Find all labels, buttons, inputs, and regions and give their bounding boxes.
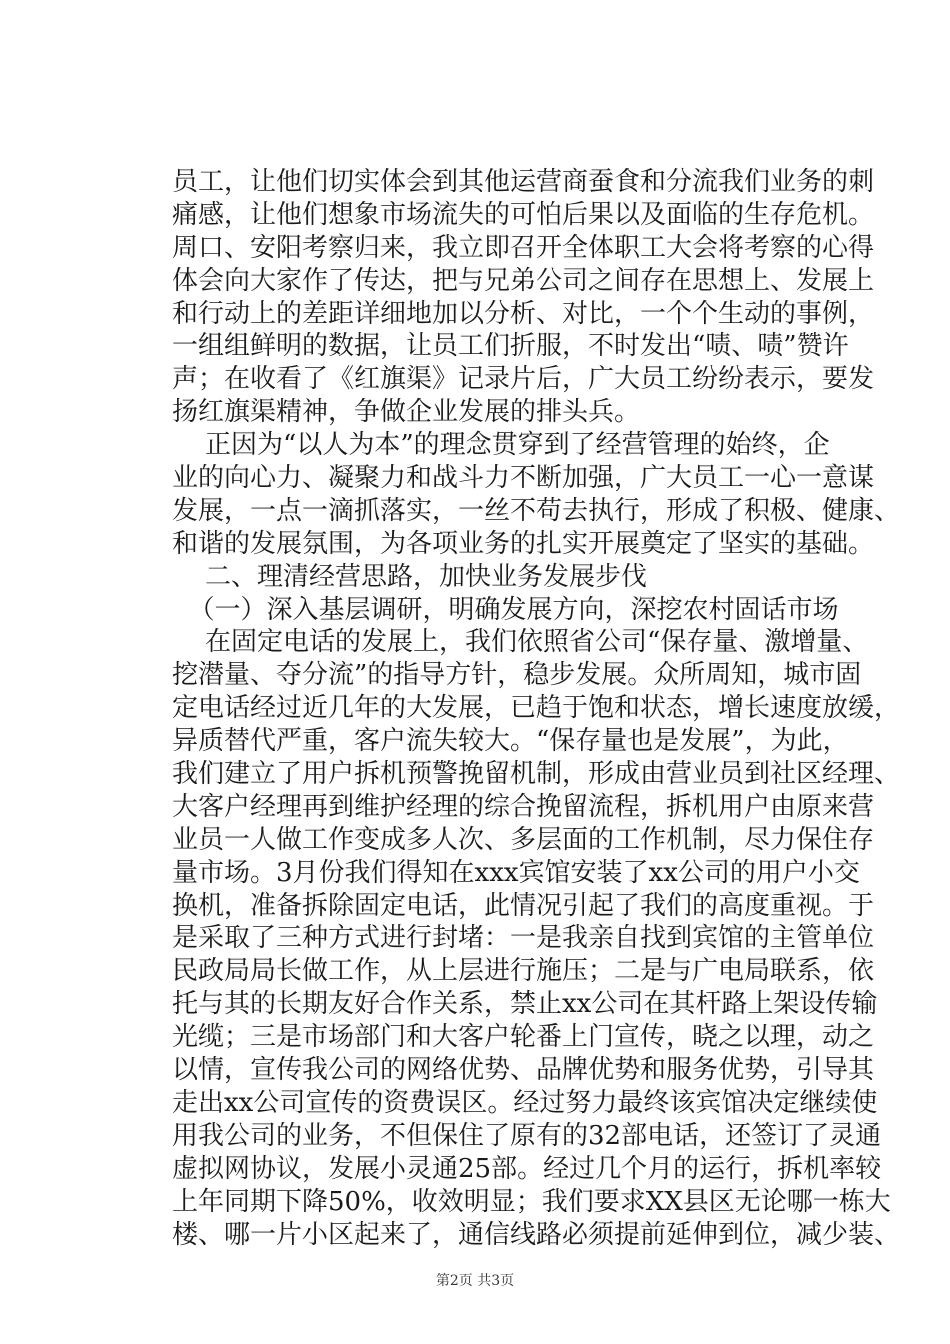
text-line: 体会向大家作了传达，把与兄弟公司之间存在思想上、发展上 [172,265,875,296]
page-footer: 第2页 共3页 [435,1273,515,1289]
text-line: 一组组鲜明的数据，让员工们折服，不时发出“啧、啧”赞许 [172,331,849,362]
text-line: 我们建立了用户拆机预警挽留机制，形成由营业员到社区经理、 [172,759,901,790]
text-line: 是采取了三种方式进行封堵：一是我亲自找到宾馆的主管单位 [172,923,875,954]
text-line: 在固定电话的发展上，我们依照省公司“保存量、激增量、 [172,627,869,658]
text-line: 光缆；三是市场部门和大客户轮番上门宣传，晓之以理，动之 [172,1022,875,1053]
text-line: 业员一人做工作变成多人次、多层面的工作机制，尽力保住存 [172,824,875,855]
text-line: 走出xx公司宣传的资费误区。经过努力最终该宾馆决定继续使 [172,1087,878,1118]
text-line: 扬红旗渠精神，争做企业发展的排头兵。 [172,397,641,428]
text-line: 大客户经理再到维护经理的综合挽留流程，拆机用户由原来营 [172,791,875,822]
text-line: 托与其的长期友好合作关系，禁止xx公司在其杆路上架设传输 [172,989,878,1020]
text-line: 发展，一点一滴抓落实，一丝不苟去执行，形成了积极、健康、 [172,495,901,526]
text-line: 用我公司的业务，不但保住了原有的32部电话，还签订了灵通 [172,1120,882,1151]
text-line: 和行动上的差距详细地加以分析、对比，一个个生动的事例， [172,298,875,329]
text-line: 异质替代严重，客户流失较大。“保存量也是发展”，为此， [172,726,849,757]
text-line: 定电话经过近几年的大发展，已趋于饱和状态，增长速度放缓， [172,693,901,724]
body-text [172,166,901,1251]
text-line: 周口、安阳考察归来，我立即召开全体职工大会将考察的心得 [172,232,875,263]
text-line: 痛感，让他们想象市场流失的可怕后果以及面临的生存危机。 [172,199,875,230]
text-line: 二、理清经营思路，加快业务发展步伐 [172,561,648,592]
text-line: 虚拟网协议，发展小灵通25部。经过几个月的运行，拆机率较 [172,1153,882,1184]
text-line: 正因为“以人为本”的理念贯穿到了经营管理的始终，企 [172,430,830,461]
text-line: 以情，宣传我公司的网络优势、品牌优势和服务优势，引导其 [172,1055,875,1086]
text-line: 换机，准备拆除固定电话，此情况引起了我们的高度重视。于 [172,890,875,921]
text-line: 量市场。3月份我们得知在xxx宾馆安装了xx公司的用户小交 [172,857,860,888]
text-line: 声；在收看了《红旗渠》记录片后，广大员工纷纷表示，要发 [172,364,875,395]
text-line: 民政局局长做工作，从上层进行施压；二是与广电局联系，依 [172,956,875,987]
text-line: 业的向心力、凝聚力和战斗力不断加强，广大员工一心一意谋 [172,463,875,494]
text-line: 楼、哪一片小区起来了，通信线路必须提前延伸到位，减少装、 [172,1219,901,1250]
text-line: （一）深入基层调研，明确发展方向，深挖农村固话市场 [172,594,839,625]
text-line: 上年同期下降50%，收效明显；我们要求XX县区无论哪一栋大 [172,1186,891,1217]
text-line: 挖潜量、夺分流”的指导方针，稳步发展。众所周知，城市固 [172,660,862,691]
text-line: 和谐的发展氛围，为各项业务的扎实开展奠定了坚实的基础。 [172,528,875,559]
text-line: 员工，让他们切实体会到其他运营商蚕食和分流我们业务的刺 [172,167,875,197]
